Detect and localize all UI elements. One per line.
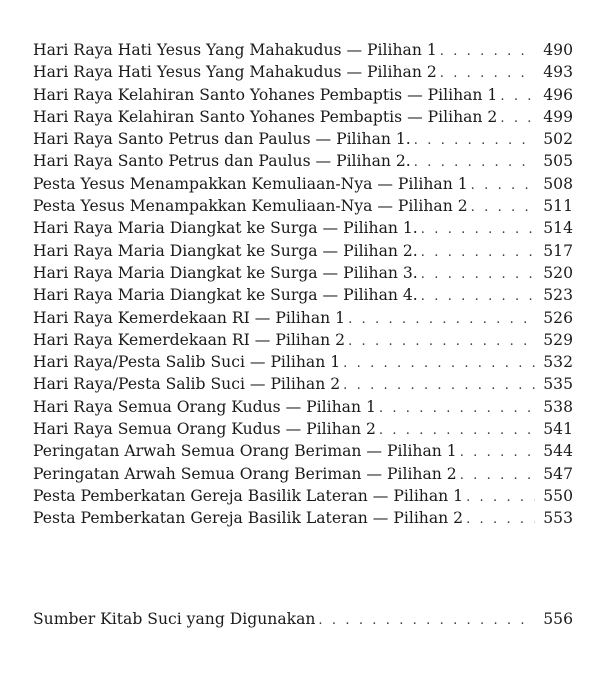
dot-leader: [500, 108, 535, 130]
toc-entry: [33, 217, 573, 239]
toc-entry-title: Hari Raya Kemerdekaan RI — Pilihan 2: [33, 330, 346, 349]
dot-leader: [466, 509, 535, 531]
toc-entry: [33, 106, 573, 128]
toc-entry-page: 520: [543, 263, 573, 282]
toc-entry: [33, 262, 573, 284]
table-of-contents: [33, 39, 573, 530]
toc-entry-title: Hari Raya Semua Orang Kudus — Pilihan 2: [33, 420, 376, 439]
toc-entry: [33, 39, 573, 61]
toc-entry-page: 529: [543, 330, 573, 349]
toc-entry-title: Hari Raya/Pesta Salib Suci — Pilihan 2: [33, 375, 341, 394]
toc-entry-page: 523: [543, 286, 573, 305]
dot-leader: [421, 219, 535, 241]
toc-entry-page: 556: [543, 610, 573, 628]
toc-entry-title: Peringatan Arwah Semua Orang Beriman — Pilihan 1: [33, 442, 457, 461]
dot-leader: [440, 63, 535, 85]
toc-entry-page: 535: [543, 375, 573, 394]
toc-entry-title: Hari Raya Hati Yesus Yang Mahakudus — Pilihan 1: [33, 41, 437, 59]
dot-leader: [348, 331, 535, 353]
dot-leader: [379, 420, 535, 442]
dot-leader: [440, 41, 535, 63]
toc-entry: [33, 608, 573, 630]
toc-entry: [33, 485, 573, 507]
toc-entry: [33, 440, 573, 462]
toc-entry-page: 550: [543, 486, 573, 505]
toc-entry-title: Pesta Pemberkatan Gereja Basilik Lateran — Pilihan 2: [33, 509, 464, 528]
toc-entry-page: 538: [543, 397, 573, 416]
dot-leader: [500, 86, 535, 108]
dot-leader: [348, 309, 535, 331]
toc-entry-title: Hari Raya/Pesta Salib Suci — Pilihan 1: [33, 353, 341, 372]
toc-entry: [33, 128, 573, 150]
toc-entry-page: 517: [543, 241, 573, 260]
dot-leader: [421, 264, 535, 286]
toc-entry-page: 505: [543, 152, 573, 171]
toc-entry-title: Hari Raya Kelahiran Santo Yohanes Pembaptis — Pilihan 1: [33, 85, 498, 104]
toc-entry-page: 532: [543, 353, 573, 372]
toc-entry-page: 526: [543, 308, 573, 327]
toc-entry-title: Hari Raya Santo Petrus dan Paulus — Pilihan 2.: [33, 152, 411, 171]
toc-entry-page: 496: [543, 85, 573, 104]
toc-entry: [33, 373, 573, 395]
dot-leader: [471, 175, 535, 197]
toc-entry-page: 499: [543, 107, 573, 126]
toc-entry-title: Hari Raya Maria Diangkat ke Surga — Pilihan 1.: [33, 219, 418, 238]
toc-entry: [33, 240, 573, 262]
toc-entry-page: 490: [543, 41, 573, 59]
dot-leader: [414, 130, 535, 152]
dot-leader: [343, 353, 535, 375]
toc-entry: [33, 507, 573, 529]
dot-leader: [471, 197, 535, 219]
toc-entry-page: 544: [543, 442, 573, 461]
dot-leader: [421, 286, 535, 308]
toc-sources-section: [33, 608, 573, 630]
toc-entry: [33, 329, 573, 351]
toc-entry-page: 547: [543, 464, 573, 483]
toc-entry-page: 502: [543, 130, 573, 149]
toc-entry-title: Sumber Kitab Suci yang Digunakan: [33, 610, 316, 628]
toc-entry-title: Hari Raya Hati Yesus Yang Mahakudus — Pilihan 2: [33, 63, 437, 82]
toc-entry-title: Hari Raya Semua Orang Kudus — Pilihan 1: [33, 397, 376, 416]
toc-entry-title: Hari Raya Maria Diangkat ke Surga — Pilihan 3.: [33, 263, 418, 282]
dot-leader: [421, 242, 535, 264]
toc-entry-page: 493: [543, 63, 573, 82]
toc-entry-title: Hari Raya Kemerdekaan RI — Pilihan 1: [33, 308, 346, 327]
toc-entry-page: 508: [543, 174, 573, 193]
toc-entry: [33, 418, 573, 440]
dot-leader: [414, 152, 535, 174]
toc-entry-title: Hari Raya Maria Diangkat ke Surga — Pilihan 2.: [33, 241, 418, 260]
toc-entry-title: Pesta Pemberkatan Gereja Basilik Lateran — Pilihan 1: [33, 486, 464, 505]
toc-entry: [33, 61, 573, 83]
toc-entry: [33, 284, 573, 306]
toc-entry: [33, 463, 573, 485]
toc-entry: [33, 195, 573, 217]
toc-entry-page: 553: [543, 509, 573, 528]
toc-entry-title: Hari Raya Kelahiran Santo Yohanes Pembaptis — Pilihan 2: [33, 107, 498, 126]
toc-entry-page: 511: [543, 197, 573, 216]
toc-entry-page: 541: [543, 420, 573, 439]
toc-entry: [33, 173, 573, 195]
dot-leader: [460, 442, 535, 464]
toc-entry: [33, 307, 573, 329]
dot-leader: [460, 465, 535, 487]
toc-entry: [33, 351, 573, 373]
toc-entry-title: Pesta Yesus Menampakkan Kemuliaan-Nya — Pilihan 2: [33, 197, 468, 216]
dot-leader: [318, 610, 535, 632]
toc-entry-title: Hari Raya Santo Petrus dan Paulus — Pilihan 1.: [33, 130, 411, 149]
toc-entry: [33, 150, 573, 172]
toc-entry: [33, 396, 573, 418]
toc-entry-page: 514: [543, 219, 573, 238]
toc-entry-title: Hari Raya Maria Diangkat ke Surga — Pilihan 4.: [33, 286, 418, 305]
toc-entry-title: Peringatan Arwah Semua Orang Beriman — Pilihan 2: [33, 464, 457, 483]
toc-entry-title: Pesta Yesus Menampakkan Kemuliaan-Nya — Pilihan 1: [33, 174, 468, 193]
dot-leader: [343, 375, 535, 397]
toc-entry: [33, 84, 573, 106]
dot-leader: [466, 487, 535, 509]
dot-leader: [379, 398, 535, 420]
